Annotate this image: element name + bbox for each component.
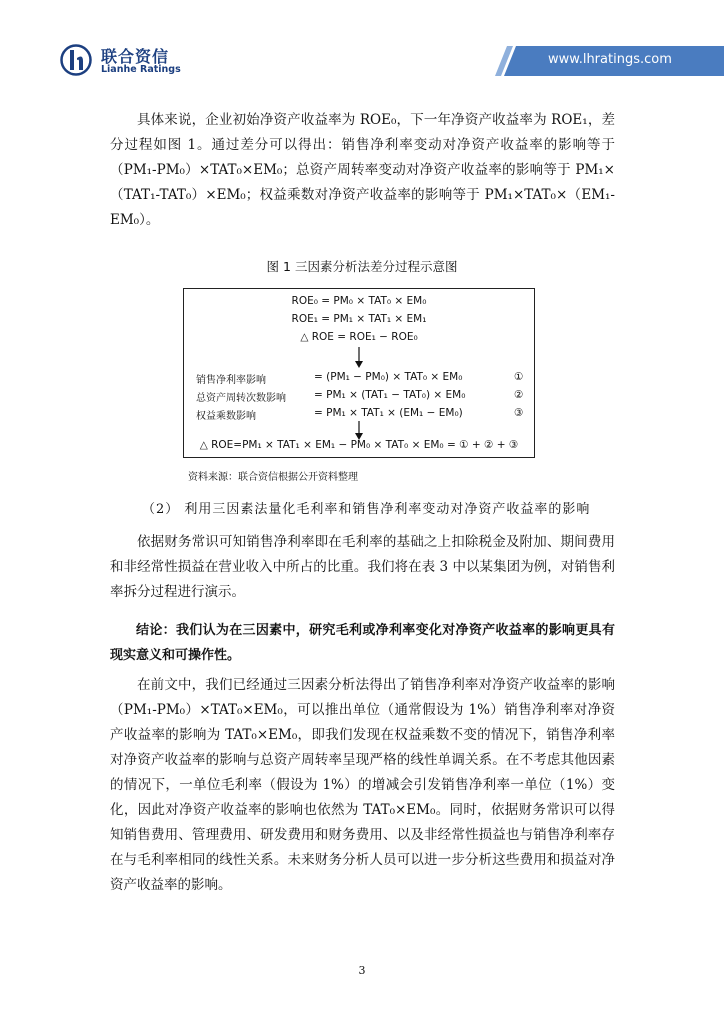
equation-roe1: ROE₁ = PM₁ × TAT₁ × EM₁	[291, 313, 427, 325]
row-number: ③	[514, 407, 524, 419]
row-formula: = PM₁ × TAT₁ × (EM₁ − EM₀)	[314, 407, 463, 419]
paragraph-conclusion	[110, 618, 615, 668]
equation-delta-roe: △ ROE = ROE₁ − ROE₀	[300, 331, 418, 343]
equation-roe0: ROE₀ = PM₀ × TAT₀ × EM₀	[291, 295, 427, 307]
row-label: 销售净利率影响	[196, 375, 266, 386]
conclusion-label: 结论：	[136, 623, 176, 638]
figure-title: 图 1 三因素分析法差分过程示意图	[266, 259, 458, 274]
page-header	[0, 0, 724, 100]
row-label: 总资产周转次数影响	[196, 393, 286, 404]
paragraph-net-margin: 依据财务常识可知销售净利率即在毛利率的基础之上扣除税金及附加、期间费用和非经常性损益在营业收入中所占的比重。我们将在表 3 中以某集团为例，对销售利率拆分过程进行演示。	[110, 534, 615, 600]
row-formula: = PM₁ × (TAT₁ − TAT₀) × EM₀	[314, 389, 466, 401]
page-number: 3	[358, 964, 366, 977]
row-formula: = (PM₁ − PM₀) × TAT₀ × EM₀	[314, 371, 463, 383]
row-number: ①	[514, 371, 524, 383]
website-link[interactable]: www.lhratings.com	[548, 52, 672, 67]
figure-source: 资料来源：联合资信根据公开资料整理	[188, 472, 358, 483]
conclusion-text: 我们认为在三因素中，研究毛利或净利率变化对净资产收益率的影响更具有现实意义和可操作性。	[110, 623, 615, 663]
section-subheading: （2） 利用三因素法量化毛利率和销售净利率变动对净资产收益率的影响	[142, 502, 591, 517]
brand-name-en: Lianhe Ratings	[101, 64, 181, 75]
figure-diagram	[183, 288, 535, 458]
paragraph-analysis: 在前文中，我们已经通过三因素分析法得出了销售净利率对净资产收益率的影响（PM₁-PM₀）×TAT₀×EM₀，可以推出单位（通常假设为 1%）销售净利率对净资产收益率的影响为 TAT₀×EM₀，即我们发现在权益乘数不变的情况下，销售净利率对净资产收益率的影响与总资产周转率呈现严格的线性单调关系。在不考虑其他因素的情况下，一单位毛利率（假设为 1%）的增减会引发销售净利率一单位（1%）变化，因此对净资产收益率的影响也依然为 TAT₀×EM₀。同时，依据财务常识可以得知销售费用、管理费用、研发费用和财务费用、以及非经常性损益也与销售净利率存在与毛利率相同的线性关系。未来财务分析人员可以进一步分析这些费用和损益对净资产收益率的影响。	[110, 677, 615, 893]
equation-final: △ ROE=PM₁ × TAT₁ × EM₁ − PM₀ × TAT₀ × EM₀ = ① + ② + ③	[199, 439, 519, 451]
paragraph-intro: 具体来说，企业初始净资产收益率为 ROE₀，下一年净资产收益率为 ROE₁，差分过程如图 1。通过差分可以得出：销售净利率变动对净资产收益率的影响等于（PM₁-PM₀）×TAT₀×EM₀；总资产周转率变动对净资产收益率的影响等于 PM₁×（TAT₁-TAT₀）×EM₀；权益乘数对净资产收益率的影响等于 PM₁×TAT₀×（EM₁-EM₀）。	[110, 112, 615, 228]
row-label: 权益乘数影响	[196, 411, 256, 422]
lianhe-logo-icon	[60, 44, 96, 76]
down-arrow-icon	[353, 347, 365, 369]
brand-name-cn: 联合资信	[101, 47, 170, 66]
row-number: ②	[514, 389, 524, 401]
